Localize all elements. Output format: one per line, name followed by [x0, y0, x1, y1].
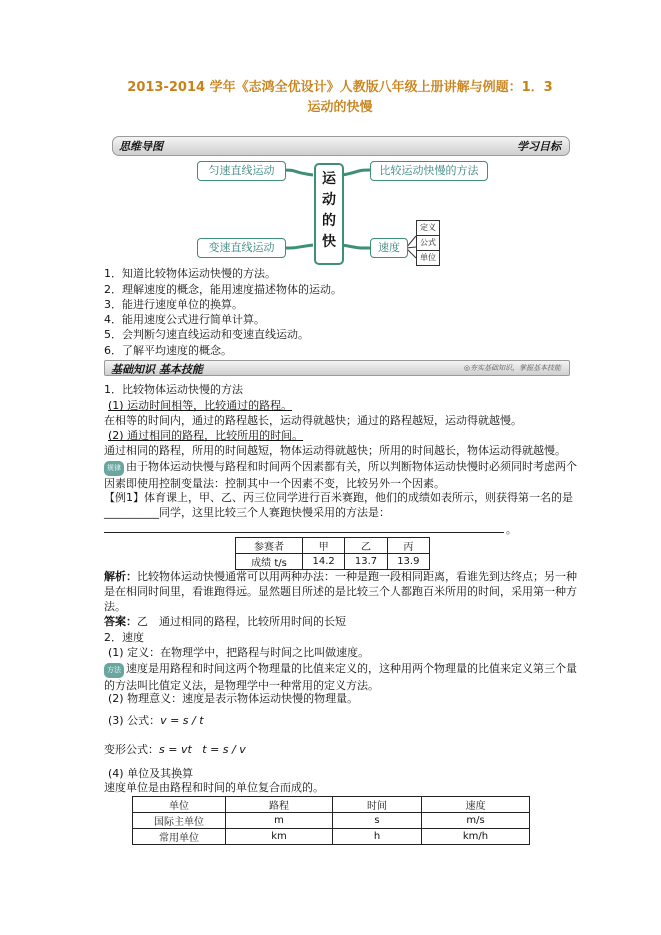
table-cell: 13.9 — [387, 554, 429, 570]
goal-item: 3．能进行速度单位的换算。 — [104, 298, 243, 311]
section-2a: (1) 定义：在物理学中，把路程与时间之比叫做速度。 — [108, 646, 370, 659]
goal-item: 6．了解平均速度的概念。 — [104, 344, 232, 357]
mindmap-center — [314, 163, 344, 265]
speed-item-unit: 单位 — [416, 250, 440, 266]
speed-item-formula: 公式 — [416, 235, 440, 251]
node-compare-methods: 比较运动快慢的方法 — [370, 161, 488, 181]
section-2e: (4) 单位及其换算 — [108, 767, 194, 780]
derived-formula-2: t = s / v — [202, 743, 246, 756]
rule-tag: 规律 — [104, 461, 124, 476]
table-cell: 丙 — [387, 538, 429, 554]
title-line-2: 运动的快慢 — [307, 100, 373, 115]
section-2b: (2) 物理意义：速度是表示物体运动快慢的物理量。 — [108, 692, 359, 705]
table-cell: 14.2 — [303, 554, 345, 570]
mindmap-banner-right: 学习目标 — [517, 140, 561, 153]
table-cell: km — [226, 829, 333, 845]
answer-text: 乙 通过相同的路程，比较所用时间的长短 — [137, 615, 346, 628]
center-char: 动 — [322, 192, 336, 208]
node-speed: 速度 — [370, 238, 408, 258]
table-cell: 甲 — [303, 538, 345, 554]
method-tag: 方法 — [104, 663, 124, 678]
section-2-heading: 2．速度 — [104, 631, 144, 644]
derived-formula-1: s = vt — [159, 743, 192, 756]
table-cell: 成绩 t/s — [236, 554, 303, 570]
basics-banner — [104, 360, 570, 376]
goal-item: 1．知道比较物体运动快慢的方法。 — [104, 267, 276, 280]
table-cell: m — [226, 813, 333, 829]
speed-subitems — [416, 221, 440, 266]
section-1b: (2) 通过相同的路程，比较所用的时间。 — [108, 429, 304, 442]
tip-2 — [104, 661, 580, 693]
table-row — [236, 554, 430, 570]
answer — [104, 615, 346, 629]
table-cell: 单位 — [133, 797, 226, 813]
table-cell: 常用单位 — [133, 829, 226, 845]
table-row — [133, 797, 530, 813]
section-1b-text: 通过相同的路程，所用的时间越短，物体运动得就越快；所用的时间越长，物体运动得就越慢。 — [104, 444, 566, 457]
units-table — [132, 796, 530, 845]
tip-1 — [104, 459, 580, 491]
table-row — [133, 813, 530, 829]
analysis — [104, 569, 580, 614]
goal-item: 5．会判断匀速直线运动和变速直线运动。 — [104, 328, 309, 341]
derived-formula-label: 变形公式： — [104, 743, 159, 756]
center-char: 的 — [322, 213, 336, 229]
answer-label: 答案： — [104, 615, 137, 628]
race-results-table — [235, 537, 430, 570]
section-1a-text: 在相等的时间内，通过的路程越长，运动得就越快；通过的路程越短，运动得就越慢。 — [104, 414, 522, 427]
tip-1-text: 由于物体运动快慢与路程和时间两个因素都有关，所以判断物体运动快慢时必须同时考虑两个因素即使用控制变量法：控制其中一个因素不变，比较另外一个因素。 — [104, 460, 577, 490]
speed-item-definition: 定义 — [416, 220, 440, 236]
table-cell: 参赛者 — [236, 538, 303, 554]
table-cell: km/h — [422, 829, 530, 845]
speed-formula: v = s / t — [160, 714, 204, 727]
table-cell: 13.7 — [345, 554, 387, 570]
table-cell: 速度 — [422, 797, 530, 813]
basics-banner-left: 基础知识 基本技能 — [111, 363, 203, 376]
section-1a: (1) 运动时间相等，比较通过的路程。 — [108, 399, 293, 412]
table-row — [236, 538, 430, 554]
center-char: 快 — [322, 234, 336, 250]
mindmap-banner-left: 思维导图 — [119, 140, 163, 153]
table-cell: 乙 — [345, 538, 387, 554]
section-2c — [108, 714, 204, 728]
formula-label: (3) 公式： — [108, 714, 161, 727]
answer-blank-line — [104, 532, 504, 533]
example-1: 【例1】体育课上，甲、乙、丙三位同学进行百米赛跑，他们的成绩如表所示，则获得第一名的是__________同学，这里比较三个人赛跑快慢采用的方法是： — [104, 491, 573, 519]
analysis-label: 解析： — [104, 570, 137, 583]
table-cell: s — [333, 813, 422, 829]
node-variable-motion: 变速直线运动 — [197, 238, 286, 258]
table-row — [133, 829, 530, 845]
section-2e-text: 速度单位是由路程和时间的单位复合而成的。 — [104, 781, 324, 794]
tip-2-text: 速度是用路程和时间这两个物理量的比值来定义的，这种用两个物理量的比值来定义第三个量的方法叫比值定义法，是物理学中一种常用的定义方法。 — [104, 662, 577, 692]
node-uniform-motion: 匀速直线运动 — [197, 161, 286, 181]
center-char: 运 — [322, 171, 336, 187]
table-cell: 国际主单位 — [133, 813, 226, 829]
table-cell: m/s — [422, 813, 530, 829]
table-cell: h — [333, 829, 422, 845]
section-1-heading: 1．比较物体运动快慢的方法 — [104, 383, 243, 396]
table-cell: 路程 — [226, 797, 333, 813]
table-cell: 时间 — [333, 797, 422, 813]
goal-item: 4．能用速度公式进行简单计算。 — [104, 313, 265, 326]
analysis-text: 比较物体运动快慢通常可以用两种办法：一种是跑一段相同距离，看谁先到达终点；另一种是在相同时间里，看谁跑得远。显然题目所述的是比较三个人都跑百米所用的时间，采用第一种方法。 — [104, 570, 577, 613]
basics-banner-right: ◎夯实基础知识，掌握基本技能 — [463, 364, 561, 372]
answer-blank-period: 。 — [506, 524, 517, 536]
title-line-1: 2013-2014 学年《志鸿全优设计》人教版八年级上册讲解与例题：1．3 — [127, 80, 553, 95]
section-2d — [104, 743, 246, 757]
goal-item: 2．理解速度的概念，能用速度描述物体的运动。 — [104, 283, 342, 296]
